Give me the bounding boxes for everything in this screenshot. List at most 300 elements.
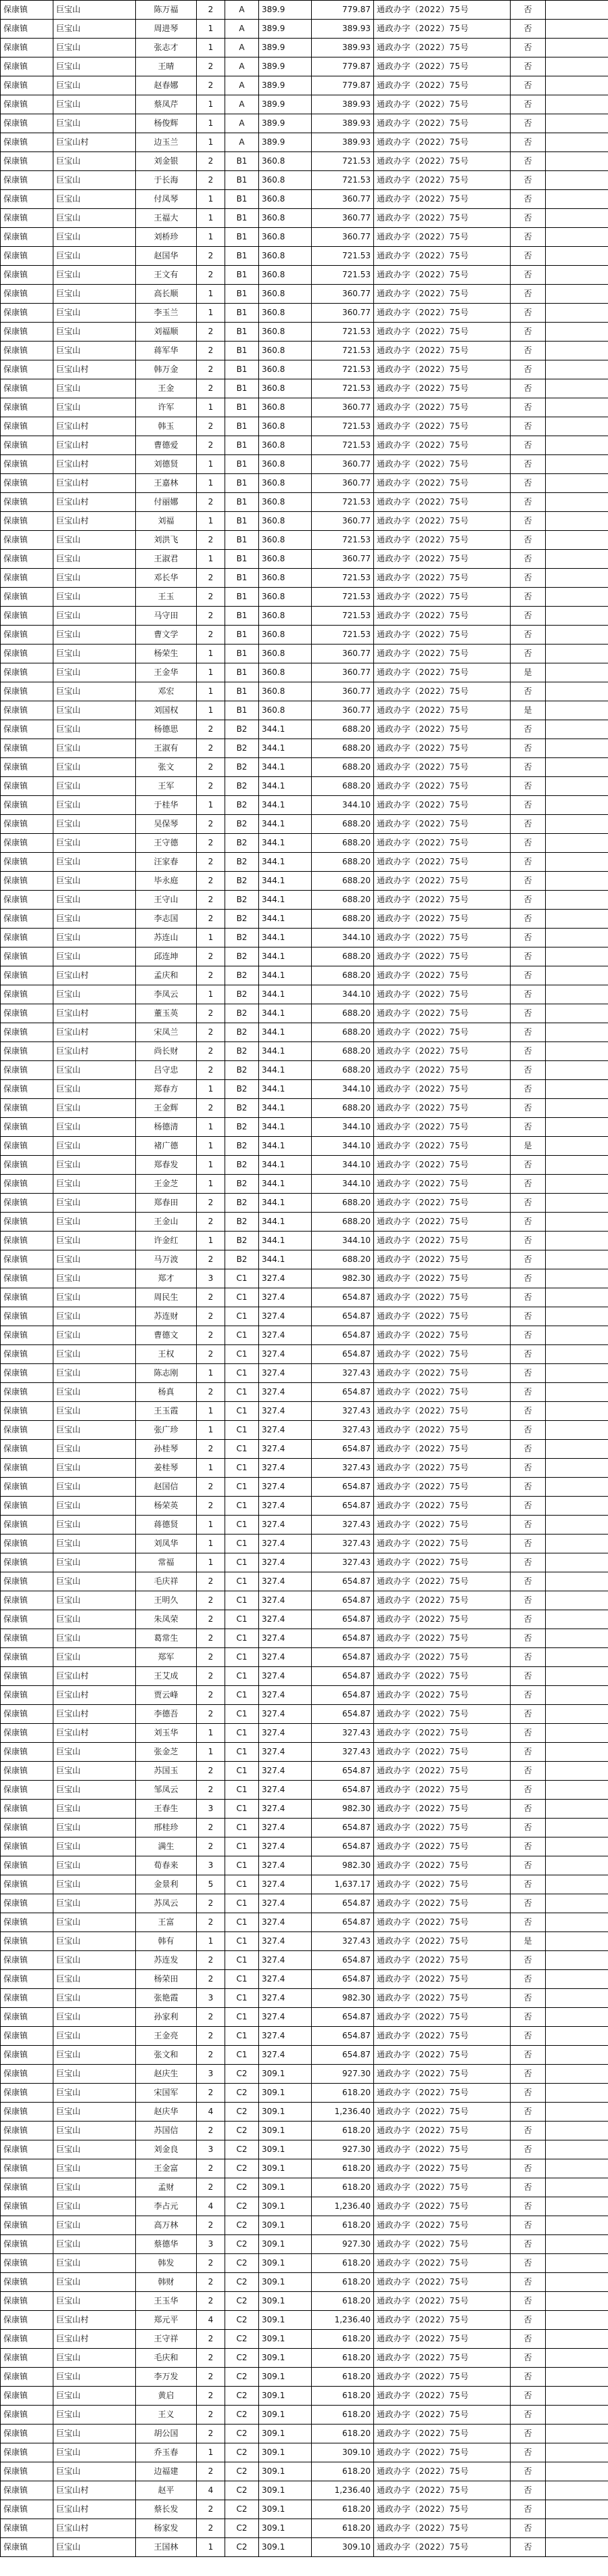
village-cell: 巨宝山村 — [53, 436, 136, 455]
name-cell: 王玉 — [136, 588, 197, 607]
village-cell: 巨宝山村 — [53, 133, 136, 152]
table-row — [1, 398, 608, 417]
count-cell: 2 — [197, 1042, 225, 1061]
standard-cell: 327.4 — [259, 1648, 312, 1667]
empty-cell — [546, 1194, 608, 1213]
empty-cell — [546, 1572, 608, 1591]
flag-cell: 否 — [511, 455, 546, 474]
town-cell: 保康镇 — [1, 2387, 53, 2406]
empty-cell — [546, 76, 608, 95]
count-cell: 2 — [197, 1478, 225, 1497]
town-cell: 保康镇 — [1, 607, 53, 626]
name-cell: 蒋德贤 — [136, 1516, 197, 1535]
flag-cell: 否 — [511, 2481, 546, 2500]
flag-cell: 是 — [511, 663, 546, 682]
flag-cell: 否 — [511, 342, 546, 360]
count-cell: 3 — [197, 1989, 225, 2008]
empty-cell — [546, 2311, 608, 2330]
table-row — [1, 2254, 608, 2273]
empty-cell — [546, 1459, 608, 1478]
town-cell: 保康镇 — [1, 247, 53, 266]
standard-cell: 327.4 — [259, 1345, 312, 1364]
amount-cell: 688.20 — [312, 853, 374, 872]
standard-cell: 360.8 — [259, 701, 312, 720]
count-cell: 2 — [197, 531, 225, 550]
empty-cell — [546, 1, 608, 20]
document-cell: 通政办字（2022）75号 — [374, 2368, 511, 2387]
flag-cell: 否 — [511, 1572, 546, 1591]
empty-cell — [546, 1686, 608, 1705]
table-row — [1, 2235, 608, 2254]
standard-cell: 360.8 — [259, 512, 312, 531]
town-cell: 保康镇 — [1, 1307, 53, 1326]
standard-cell: 344.1 — [259, 853, 312, 872]
document-cell: 通政办字（2022）75号 — [374, 1023, 511, 1042]
document-cell: 通政办字（2022）75号 — [374, 2349, 511, 2368]
amount-cell: 927.30 — [312, 2140, 374, 2159]
town-cell: 保康镇 — [1, 701, 53, 720]
table-row — [1, 853, 608, 872]
amount-cell: 688.20 — [312, 910, 374, 929]
amount-cell: 721.53 — [312, 607, 374, 626]
empty-cell — [546, 2103, 608, 2122]
town-cell: 保康镇 — [1, 1175, 53, 1194]
name-cell: 董玉英 — [136, 1004, 197, 1023]
document-cell: 通政办字（2022）75号 — [374, 304, 511, 323]
empty-cell — [546, 1837, 608, 1856]
standard-cell: 344.1 — [259, 929, 312, 947]
name-cell: 边福建 — [136, 2462, 197, 2481]
standard-cell: 389.9 — [259, 57, 312, 76]
standard-cell: 327.4 — [259, 2046, 312, 2065]
count-cell: 2 — [197, 1572, 225, 1591]
table-row — [1, 966, 608, 985]
standard-cell: 360.8 — [259, 550, 312, 569]
empty-cell — [546, 2462, 608, 2481]
village-cell: 巨宝山 — [53, 1781, 136, 1800]
name-cell: 赵庆华 — [136, 2103, 197, 2122]
empty-cell — [546, 1856, 608, 1875]
count-cell: 1 — [197, 1137, 225, 1156]
flag-cell: 否 — [511, 323, 546, 342]
name-cell: 邓长华 — [136, 569, 197, 588]
village-cell: 巨宝山 — [53, 114, 136, 133]
level-cell: C1 — [225, 1345, 259, 1364]
village-cell: 巨宝山 — [53, 985, 136, 1004]
standard-cell: 327.4 — [259, 1629, 312, 1648]
count-cell: 2 — [197, 2046, 225, 2065]
amount-cell: 688.20 — [312, 758, 374, 777]
table-row — [1, 1535, 608, 1553]
flag-cell: 否 — [511, 1307, 546, 1326]
document-cell: 通政办字（2022）75号 — [374, 398, 511, 417]
standard-cell: 309.1 — [259, 2159, 312, 2178]
name-cell: 杨家发 — [136, 2519, 197, 2538]
table-row — [1, 360, 608, 379]
flag-cell: 否 — [511, 1156, 546, 1175]
village-cell: 巨宝山 — [53, 1800, 136, 1819]
empty-cell — [546, 853, 608, 872]
count-cell: 2 — [197, 1648, 225, 1667]
standard-cell: 309.1 — [259, 2254, 312, 2273]
table-row — [1, 1194, 608, 1213]
count-cell: 2 — [197, 1194, 225, 1213]
name-cell: 付丽娜 — [136, 493, 197, 512]
table-row — [1, 1440, 608, 1459]
name-cell: 苏凤云 — [136, 1894, 197, 1913]
town-cell: 保康镇 — [1, 947, 53, 966]
flag-cell: 否 — [511, 398, 546, 417]
table-row — [1, 2519, 608, 2538]
amount-cell: 618.20 — [312, 2159, 374, 2178]
empty-cell — [546, 2330, 608, 2349]
empty-cell — [546, 171, 608, 190]
table-row — [1, 2103, 608, 2122]
count-cell: 1 — [197, 701, 225, 720]
town-cell: 保康镇 — [1, 1250, 53, 1269]
level-cell: C2 — [225, 2443, 259, 2462]
table-row — [1, 796, 608, 815]
empty-cell — [546, 2122, 608, 2140]
name-cell: 许金红 — [136, 1232, 197, 1250]
level-cell: C1 — [225, 1364, 259, 1383]
empty-cell — [546, 1364, 608, 1383]
town-cell: 保康镇 — [1, 342, 53, 360]
town-cell: 保康镇 — [1, 379, 53, 398]
name-cell: 吕守忠 — [136, 1061, 197, 1080]
table-row — [1, 1591, 608, 1610]
standard-cell: 327.4 — [259, 1478, 312, 1497]
table-row — [1, 379, 608, 398]
count-cell: 3 — [197, 2235, 225, 2254]
level-cell: C2 — [225, 2500, 259, 2519]
village-cell: 巨宝山 — [53, 323, 136, 342]
document-cell: 通政办字（2022）75号 — [374, 493, 511, 512]
flag-cell: 否 — [511, 1591, 546, 1610]
document-cell: 通政办字（2022）75号 — [374, 1553, 511, 1572]
level-cell: B1 — [225, 550, 259, 569]
standard-cell: 344.1 — [259, 796, 312, 815]
amount-cell: 618.20 — [312, 2254, 374, 2273]
document-cell: 通政办字（2022）75号 — [374, 645, 511, 663]
table-row — [1, 2538, 608, 2557]
flag-cell: 否 — [511, 1042, 546, 1061]
town-cell: 保康镇 — [1, 304, 53, 323]
name-cell: 王金山 — [136, 1213, 197, 1232]
town-cell: 保康镇 — [1, 872, 53, 891]
flag-cell: 否 — [511, 910, 546, 929]
flag-cell: 否 — [511, 2027, 546, 2046]
village-cell: 巨宝山 — [53, 2254, 136, 2273]
flag-cell: 否 — [511, 2406, 546, 2425]
flag-cell: 否 — [511, 1232, 546, 1250]
empty-cell — [546, 1724, 608, 1743]
village-cell: 巨宝山 — [53, 550, 136, 569]
amount-cell: 344.10 — [312, 1156, 374, 1175]
amount-cell: 688.20 — [312, 834, 374, 853]
level-cell: B2 — [225, 1080, 259, 1099]
flag-cell: 否 — [511, 1553, 546, 1572]
table-row — [1, 1080, 608, 1099]
flag-cell: 否 — [511, 1288, 546, 1307]
village-cell: 巨宝山 — [53, 720, 136, 739]
document-cell: 通政办字（2022）75号 — [374, 1648, 511, 1667]
table-row — [1, 1629, 608, 1648]
empty-cell — [546, 398, 608, 417]
level-cell: C2 — [225, 2197, 259, 2216]
amount-cell: 688.20 — [312, 872, 374, 891]
amount-cell: 618.20 — [312, 2330, 374, 2349]
empty-cell — [546, 1080, 608, 1099]
empty-cell — [546, 1326, 608, 1345]
town-cell: 保康镇 — [1, 1288, 53, 1307]
village-cell: 巨宝山 — [53, 398, 136, 417]
count-cell: 1 — [197, 95, 225, 114]
amount-cell: 618.20 — [312, 2349, 374, 2368]
table-row — [1, 2481, 608, 2500]
standard-cell: 309.1 — [259, 2197, 312, 2216]
name-cell: 韩玉 — [136, 417, 197, 436]
document-cell: 通政办字（2022）75号 — [374, 1932, 511, 1951]
village-cell: 巨宝山 — [53, 1156, 136, 1175]
name-cell: 陈志刚 — [136, 1364, 197, 1383]
table-row — [1, 1989, 608, 2008]
count-cell: 2 — [197, 1250, 225, 1269]
count-cell: 1 — [197, 1724, 225, 1743]
village-cell: 巨宝山 — [53, 2387, 136, 2406]
standard-cell: 327.4 — [259, 1364, 312, 1383]
amount-cell: 327.43 — [312, 1459, 374, 1478]
table-row — [1, 626, 608, 645]
empty-cell — [546, 2084, 608, 2103]
town-cell: 保康镇 — [1, 1364, 53, 1383]
count-cell: 1 — [197, 1232, 225, 1250]
document-cell: 通政办字（2022）75号 — [374, 2254, 511, 2273]
flag-cell: 否 — [511, 493, 546, 512]
town-cell: 保康镇 — [1, 720, 53, 739]
standard-cell: 360.8 — [259, 493, 312, 512]
document-cell: 通政办字（2022）75号 — [374, 777, 511, 796]
flag-cell: 否 — [511, 2368, 546, 2387]
standard-cell: 327.4 — [259, 1705, 312, 1724]
count-cell: 2 — [197, 947, 225, 966]
name-cell: 宋凤兰 — [136, 1023, 197, 1042]
amount-cell: 779.87 — [312, 57, 374, 76]
count-cell: 1 — [197, 39, 225, 57]
standard-cell: 309.1 — [259, 2065, 312, 2084]
village-cell: 巨宝山 — [53, 2178, 136, 2197]
table-row — [1, 1137, 608, 1156]
table-row — [1, 588, 608, 607]
name-cell: 王金亮 — [136, 2027, 197, 2046]
amount-cell: 360.77 — [312, 682, 374, 701]
town-cell: 保康镇 — [1, 2425, 53, 2443]
village-cell: 巨宝山 — [53, 209, 136, 228]
document-cell: 通政办字（2022）75号 — [374, 171, 511, 190]
flag-cell: 否 — [511, 2330, 546, 2349]
standard-cell: 389.9 — [259, 114, 312, 133]
level-cell: B2 — [225, 796, 259, 815]
village-cell: 巨宝山 — [53, 285, 136, 304]
table-row — [1, 171, 608, 190]
standard-cell: 360.8 — [259, 645, 312, 663]
level-cell: C1 — [225, 1459, 259, 1478]
document-cell: 通政办字（2022）75号 — [374, 2538, 511, 2557]
flag-cell: 否 — [511, 834, 546, 853]
name-cell: 王守山 — [136, 891, 197, 910]
village-cell: 巨宝山村 — [53, 1042, 136, 1061]
document-cell: 通政办字（2022）75号 — [374, 1440, 511, 1459]
count-cell: 2 — [197, 720, 225, 739]
table-row — [1, 2330, 608, 2349]
village-cell: 巨宝山 — [53, 815, 136, 834]
document-cell: 通政办字（2022）75号 — [374, 1875, 511, 1894]
level-cell: C1 — [225, 1402, 259, 1421]
count-cell: 2 — [197, 872, 225, 891]
level-cell: B1 — [225, 171, 259, 190]
level-cell: A — [225, 95, 259, 114]
village-cell: 巨宝山村 — [53, 966, 136, 985]
document-cell: 通政办字（2022）75号 — [374, 2311, 511, 2330]
flag-cell: 否 — [511, 1, 546, 20]
table-row — [1, 228, 608, 247]
empty-cell — [546, 1989, 608, 2008]
amount-cell: 721.53 — [312, 626, 374, 645]
amount-cell: 654.87 — [312, 1383, 374, 1402]
flag-cell: 否 — [511, 1913, 546, 1932]
flag-cell: 否 — [511, 1023, 546, 1042]
level-cell: B1 — [225, 626, 259, 645]
name-cell: 韩发 — [136, 2254, 197, 2273]
flag-cell: 否 — [511, 720, 546, 739]
village-cell: 巨宝山 — [53, 758, 136, 777]
level-cell: B2 — [225, 834, 259, 853]
standard-cell: 389.9 — [259, 95, 312, 114]
name-cell: 金景利 — [136, 1875, 197, 1894]
name-cell: 李志国 — [136, 910, 197, 929]
amount-cell: 654.87 — [312, 1781, 374, 1800]
document-cell: 通政办字（2022）75号 — [374, 1894, 511, 1913]
amount-cell: 360.77 — [312, 663, 374, 682]
village-cell: 巨宝山 — [53, 1591, 136, 1610]
document-cell: 通政办字（2022）75号 — [374, 436, 511, 455]
town-cell: 保康镇 — [1, 1686, 53, 1705]
town-cell: 保康镇 — [1, 853, 53, 872]
name-cell: 王金 — [136, 379, 197, 398]
document-cell: 通政办字（2022）75号 — [374, 1686, 511, 1705]
amount-cell: 360.77 — [312, 455, 374, 474]
table-row — [1, 1175, 608, 1194]
amount-cell: 360.77 — [312, 701, 374, 720]
town-cell: 保康镇 — [1, 588, 53, 607]
standard-cell: 389.9 — [259, 1, 312, 20]
village-cell: 巨宝山 — [53, 2197, 136, 2216]
document-cell: 通政办字（2022）75号 — [374, 1156, 511, 1175]
standard-cell: 327.4 — [259, 1837, 312, 1856]
count-cell: 1 — [197, 550, 225, 569]
standard-cell: 344.1 — [259, 1232, 312, 1250]
flag-cell: 否 — [511, 1250, 546, 1269]
standard-cell: 309.1 — [259, 2443, 312, 2462]
standard-cell: 360.8 — [259, 209, 312, 228]
table-row — [1, 1610, 608, 1629]
town-cell: 保康镇 — [1, 1667, 53, 1686]
town-cell: 保康镇 — [1, 1080, 53, 1099]
document-cell: 通政办字（2022）75号 — [374, 531, 511, 550]
empty-cell — [546, 2292, 608, 2311]
table-row — [1, 1819, 608, 1837]
count-cell: 1 — [197, 1516, 225, 1535]
village-cell: 巨宝山 — [53, 1819, 136, 1837]
flag-cell: 否 — [511, 2519, 546, 2538]
table-row — [1, 2443, 608, 2462]
village-cell: 巨宝山村 — [53, 2481, 136, 2500]
table-row — [1, 2500, 608, 2519]
amount-cell: 654.87 — [312, 1629, 374, 1648]
count-cell: 2 — [197, 57, 225, 76]
name-cell: 王文有 — [136, 266, 197, 285]
document-cell: 通政办字（2022）75号 — [374, 588, 511, 607]
empty-cell — [546, 1307, 608, 1326]
name-cell: 王金华 — [136, 663, 197, 682]
level-cell: C1 — [225, 1705, 259, 1724]
table-row — [1, 1516, 608, 1535]
table-row — [1, 2159, 608, 2178]
level-cell: C2 — [225, 2368, 259, 2387]
name-cell: 孟财 — [136, 2178, 197, 2197]
standard-cell: 344.1 — [259, 947, 312, 966]
town-cell: 保康镇 — [1, 2159, 53, 2178]
document-cell: 通政办字（2022）75号 — [374, 1913, 511, 1932]
amount-cell: 654.87 — [312, 1951, 374, 1970]
name-cell: 于长海 — [136, 171, 197, 190]
name-cell: 许军 — [136, 398, 197, 417]
flag-cell: 否 — [511, 2273, 546, 2292]
table-row — [1, 2292, 608, 2311]
village-cell: 巨宝山 — [53, 1837, 136, 1856]
standard-cell: 309.1 — [259, 2425, 312, 2443]
empty-cell — [546, 777, 608, 796]
document-cell: 通政办字（2022）75号 — [374, 417, 511, 436]
flag-cell: 否 — [511, 1497, 546, 1516]
village-cell: 巨宝山 — [53, 1250, 136, 1269]
flag-cell: 否 — [511, 777, 546, 796]
empty-cell — [546, 152, 608, 171]
document-cell: 通政办字（2022）75号 — [374, 2235, 511, 2254]
level-cell: B2 — [225, 1042, 259, 1061]
table-row — [1, 720, 608, 739]
town-cell: 保康镇 — [1, 2481, 53, 2500]
name-cell: 张艳霞 — [136, 1989, 197, 2008]
standard-cell: 327.4 — [259, 1781, 312, 1800]
level-cell: B2 — [225, 1118, 259, 1137]
village-cell: 巨宝山 — [53, 1, 136, 20]
empty-cell — [546, 1478, 608, 1497]
table-row — [1, 1459, 608, 1478]
standard-cell: 344.1 — [259, 1156, 312, 1175]
village-cell: 巨宝山 — [53, 701, 136, 720]
empty-cell — [546, 1932, 608, 1951]
empty-cell — [546, 966, 608, 985]
document-cell: 通政办字（2022）75号 — [374, 285, 511, 304]
town-cell: 保康镇 — [1, 228, 53, 247]
count-cell: 2 — [197, 1667, 225, 1686]
count-cell: 2 — [197, 493, 225, 512]
flag-cell: 否 — [511, 1610, 546, 1629]
flag-cell: 否 — [511, 1099, 546, 1118]
document-cell: 通政办字（2022）75号 — [374, 2292, 511, 2311]
document-cell: 通政办字（2022）75号 — [374, 2197, 511, 2216]
